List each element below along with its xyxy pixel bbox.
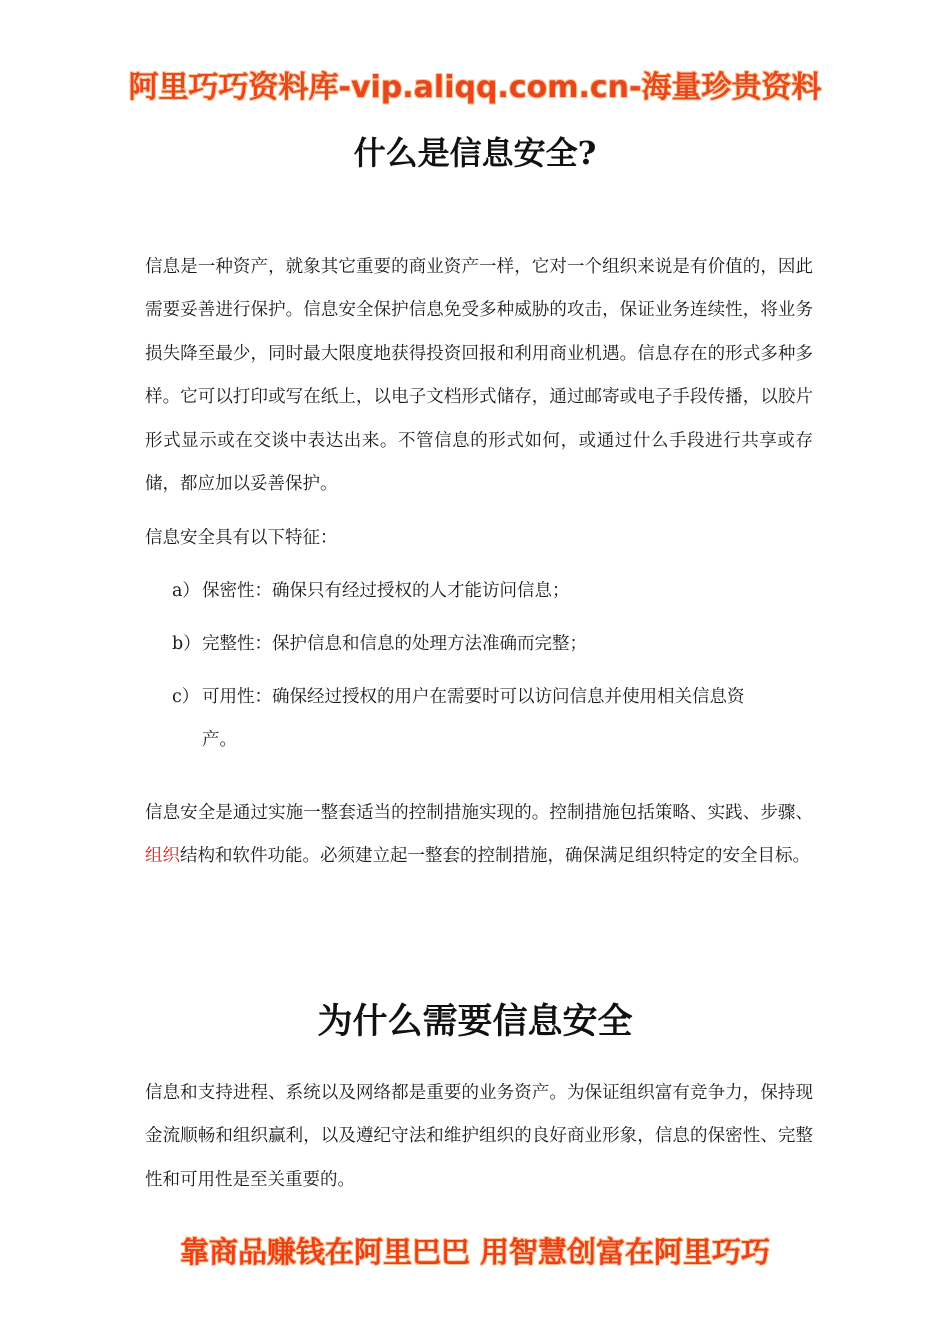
feature-text: 可用性：确保经过授权的用户在需要时可以访问信息并使用相关信息资 — [202, 687, 745, 707]
feature-item-availability — [172, 676, 812, 763]
feature-text: 保密性：确保只有经过授权的人才能访问信息； — [202, 581, 570, 601]
paragraph-text: 结构和软件功能。必须建立起一整套的控制措施，确保满足组织特定的安全目标。 — [180, 846, 810, 867]
feature-item-confidentiality — [172, 570, 812, 613]
features-intro: 信息安全具有以下特征： — [145, 528, 338, 548]
section2-title: 为什么需要信息安全 — [317, 1001, 633, 1042]
header-banner: 阿里巧巧资料库-vip.aliqq.com.cn-海量珍贵资料 — [128, 70, 822, 105]
paragraph-text: 信息安全是通过实施一整套适当的控制措施实现的。控制措施包括策略、实践、步骤、 — [145, 803, 813, 823]
section2-paragraph-1: 信息和支持进程、系统以及网络都是重要的业务资产。为保证组织富有竞争力，保持现金流顺畅和组织赢利，以及遵纪守法和维护组织的良好商业形象，信息的保密性、完整性和可用性是至关重要的。 — [145, 1083, 813, 1190]
feature-item-integrity — [172, 623, 812, 666]
section1-paragraph-1: 信息是一种资产，就象其它重要的商业资产一样，它对一个组织来说是有价值的，因此需要妥善进行保护。信息安全保护信息免受多种威胁的攻击，保证业务连续性，将业务损失降至最少，同时最大限度地获得投资回报和利用商业机遇。信息存在的形式多种多样。它可以打印或写在纸上，以电子文档形式储存，通过邮寄或电子手段传播，以胶片形式显示或在交谈中表达出来。不管信息的形式如何，或通过什么手段进行共享或存储，都应加以妥善保护。 — [145, 257, 813, 495]
footer-banner: 靠商品赚钱在阿里巴巴 用智慧创富在阿里巧巧 — [179, 1235, 771, 1269]
list-marker: c） — [172, 687, 200, 707]
feature-text: 完整性：保护信息和信息的处理方法准确而完整； — [202, 634, 587, 654]
feature-text-continuation: 产。 — [202, 730, 237, 751]
section1-paragraph-3 — [145, 792, 813, 879]
list-marker: a） — [172, 581, 200, 601]
highlighted-term: 组织 — [145, 846, 180, 867]
section1-title: 什么是信息安全? — [353, 134, 597, 172]
list-marker: b） — [172, 634, 201, 654]
